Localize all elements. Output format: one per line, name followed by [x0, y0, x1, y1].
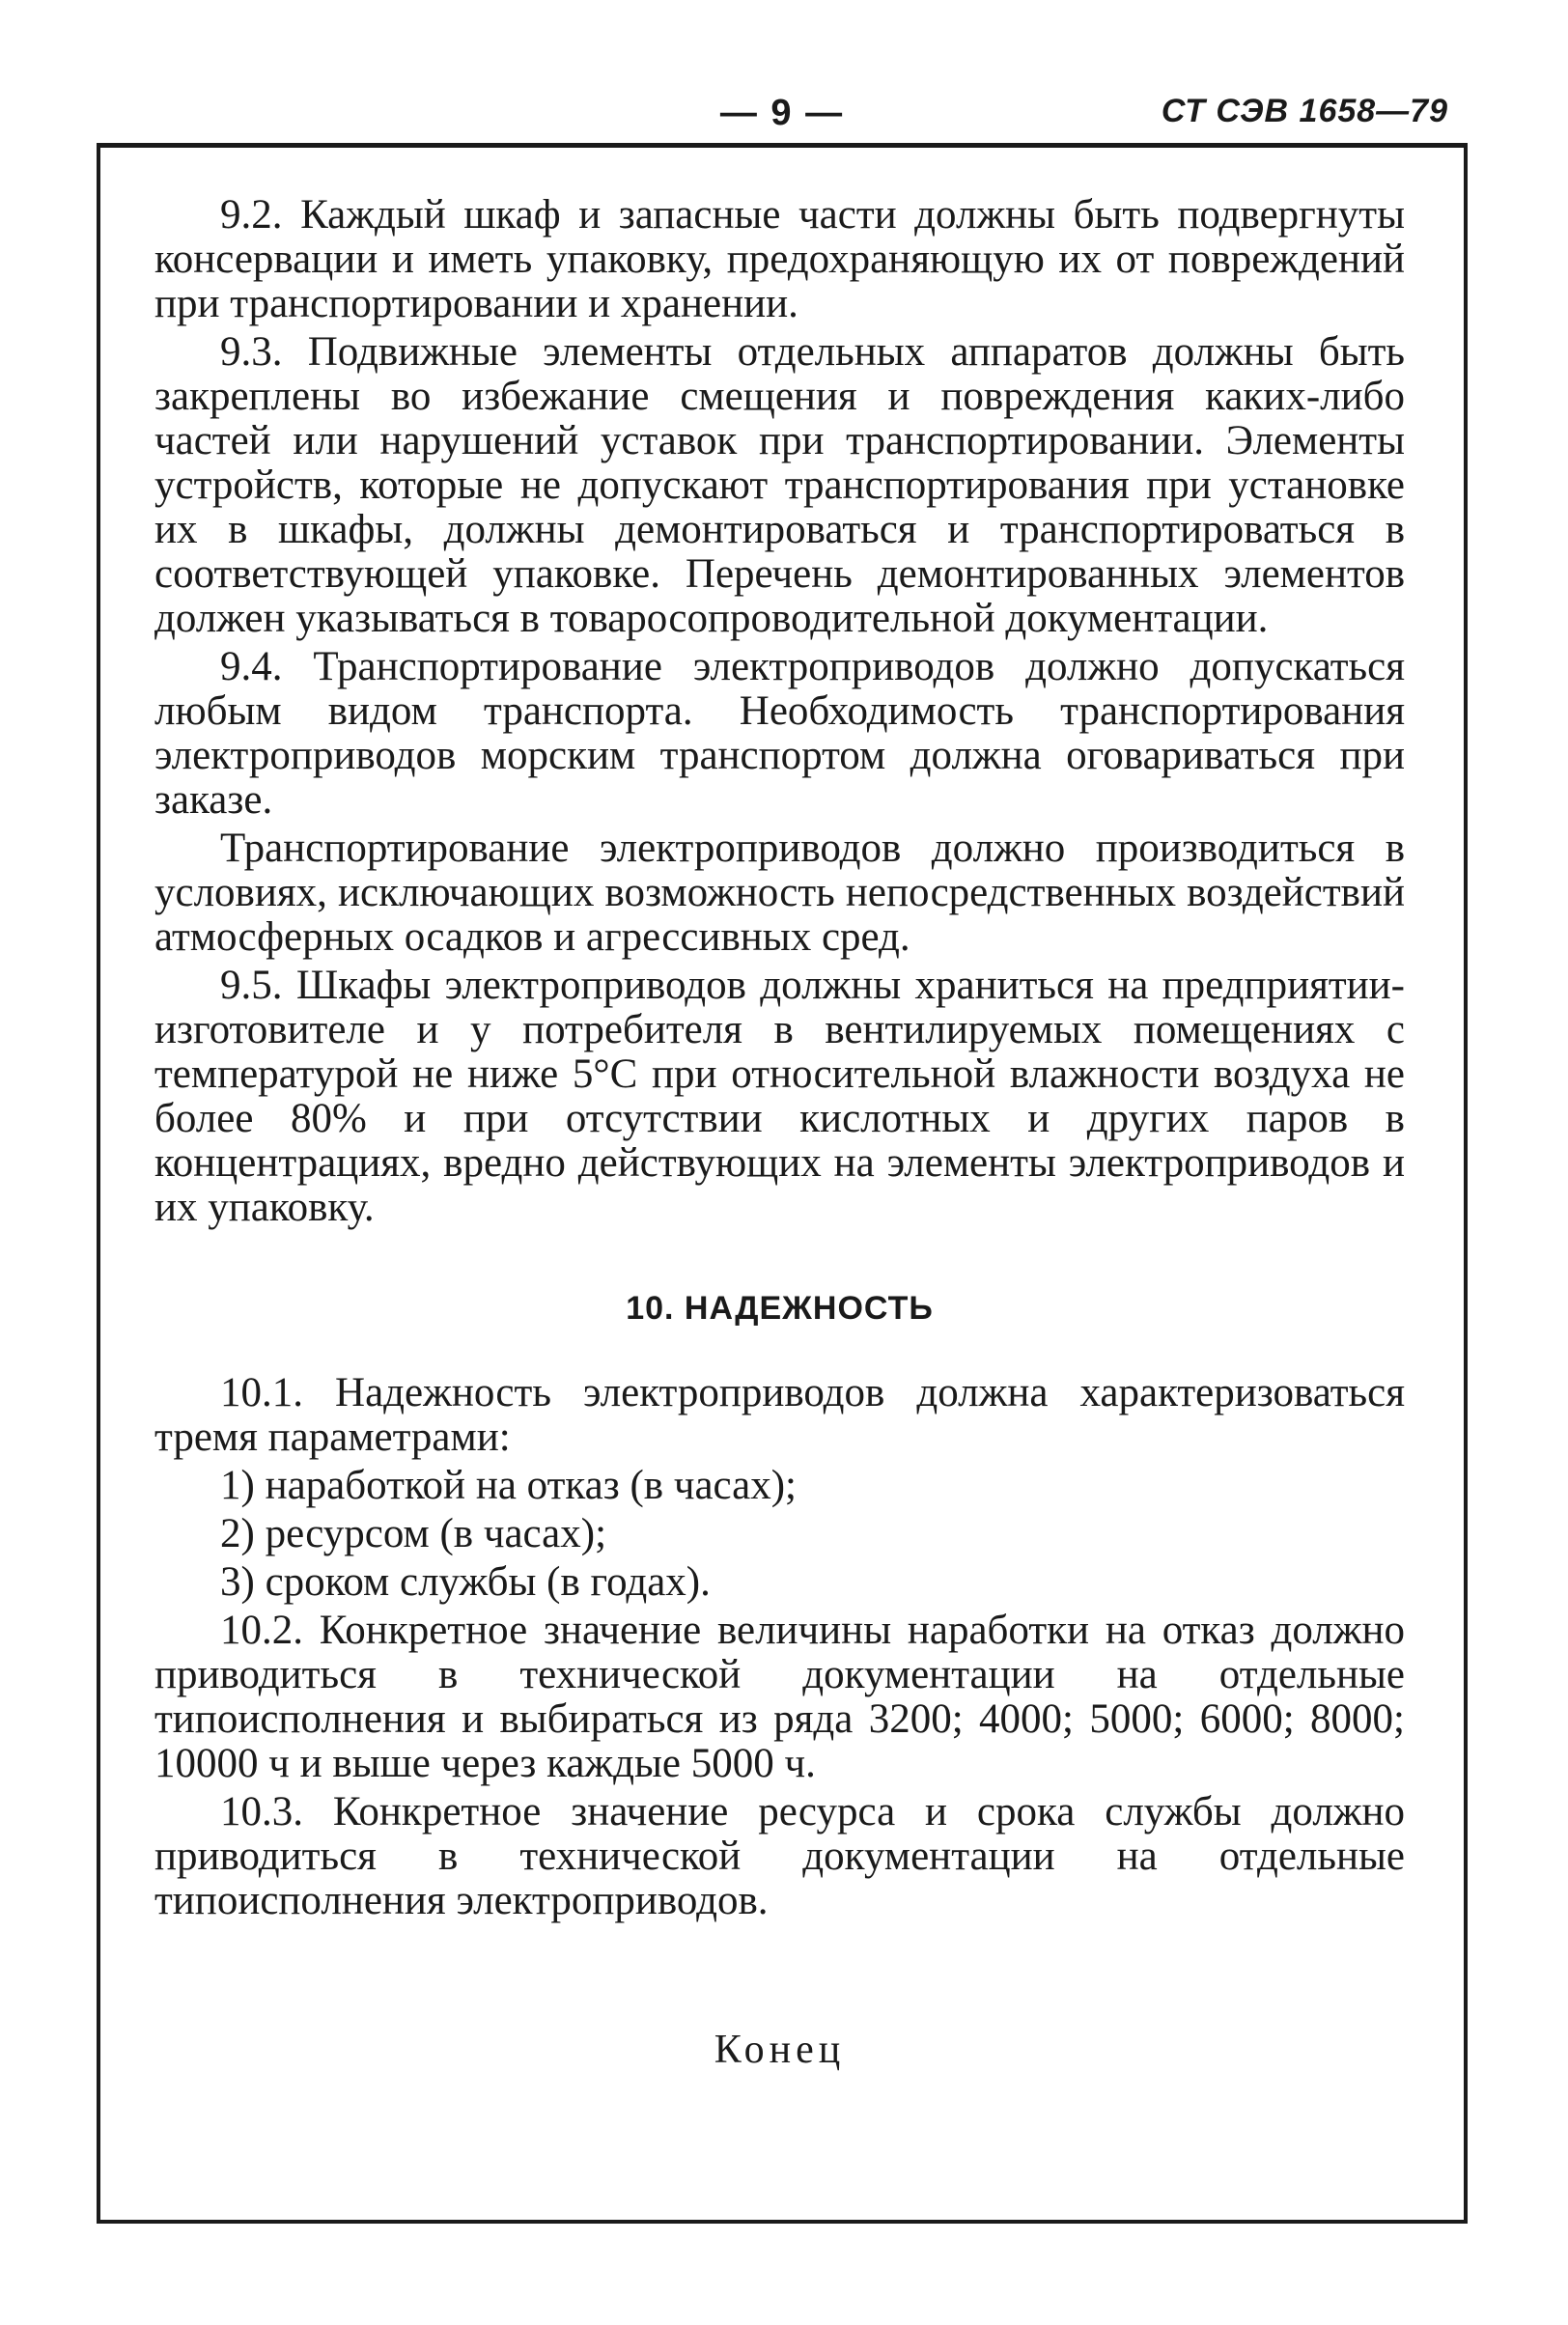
end-mark: Конец: [714, 2028, 846, 2072]
paragraph-9-2: 9.2. Каждый шкаф и запасные части должны быть подвергнуты консервации и иметь упаковку, предохраняющую их от повреждений при транспортировании и хранении.: [154, 192, 1405, 326]
paragraph-9-5: 9.5. Шкафы электроприводов должны храниться на предприятии-изготовителе и у потребителя в вентилируемых помещениях с температурой не ниже 5°С при относительной влажности воздуха не более 80% и при отсутствии кислотных и других паров в концентрациях, вредно действующих на элементы электроприводов и их упаковку.: [154, 963, 1405, 1230]
list-item: 2) ресурсом (в часах);: [220, 1511, 607, 1556]
paragraph-9-4: 9.4. Транспортирование электроприводов должно допускаться любым видом транспорта. Необходимость транспортирования электроприводов морским транспортом должна оговариваться при заказе.: [154, 644, 1405, 823]
standard-code: СТ СЭВ 1658—79: [1161, 93, 1448, 129]
list-item: 3) сроком службы (в годах).: [220, 1559, 711, 1605]
page-header: [97, 93, 1468, 141]
paragraph-9-3: 9.3. Подвижные элементы отдельных аппаратов должны быть закреплены во избежание смещения и повреждения каких-либо частей или нарушений уставок при транспортировании. Элементы устройств, которые не допускают транспортирования при установке их в шкафы, должны демонтироваться и транспортироваться в соответствующей упаковке. Перечень демонтированных элементов должен указываться в товаросопроводительной документации.: [154, 329, 1405, 641]
paragraph-9-4-continued: Транспортирование электроприводов должно производиться в условиях, исключающих возможность непосредственных воздействий атмосферных осадков и агрессивных сред.: [154, 826, 1405, 960]
document-body: [154, 193, 1405, 2072]
paragraph-10-1: 10.1. Надежность электроприводов должна характеризоваться тремя параметрами:: [154, 1370, 1405, 1460]
list-item: 1) наработкой на отказ (в часах);: [220, 1463, 798, 1508]
paragraph-10-3: 10.3. Конкретное значение ресурса и срока службы должно приводиться в технической документации на отдельные типоисполнения электроприводов.: [154, 1789, 1405, 1923]
paragraph-10-2: 10.2. Конкретное значение величины наработки на отказ должно приводиться в технической документации на отдельные типоисполнения и выбираться из ряда 3200; 4000; 5000; 6000; 8000; 10000 ч и выше через каждые 5000 ч.: [154, 1608, 1405, 1786]
section-title-reliability: 10. НАДЕЖНОСТЬ: [626, 1290, 934, 1327]
page-number: — 9 —: [719, 93, 845, 133]
